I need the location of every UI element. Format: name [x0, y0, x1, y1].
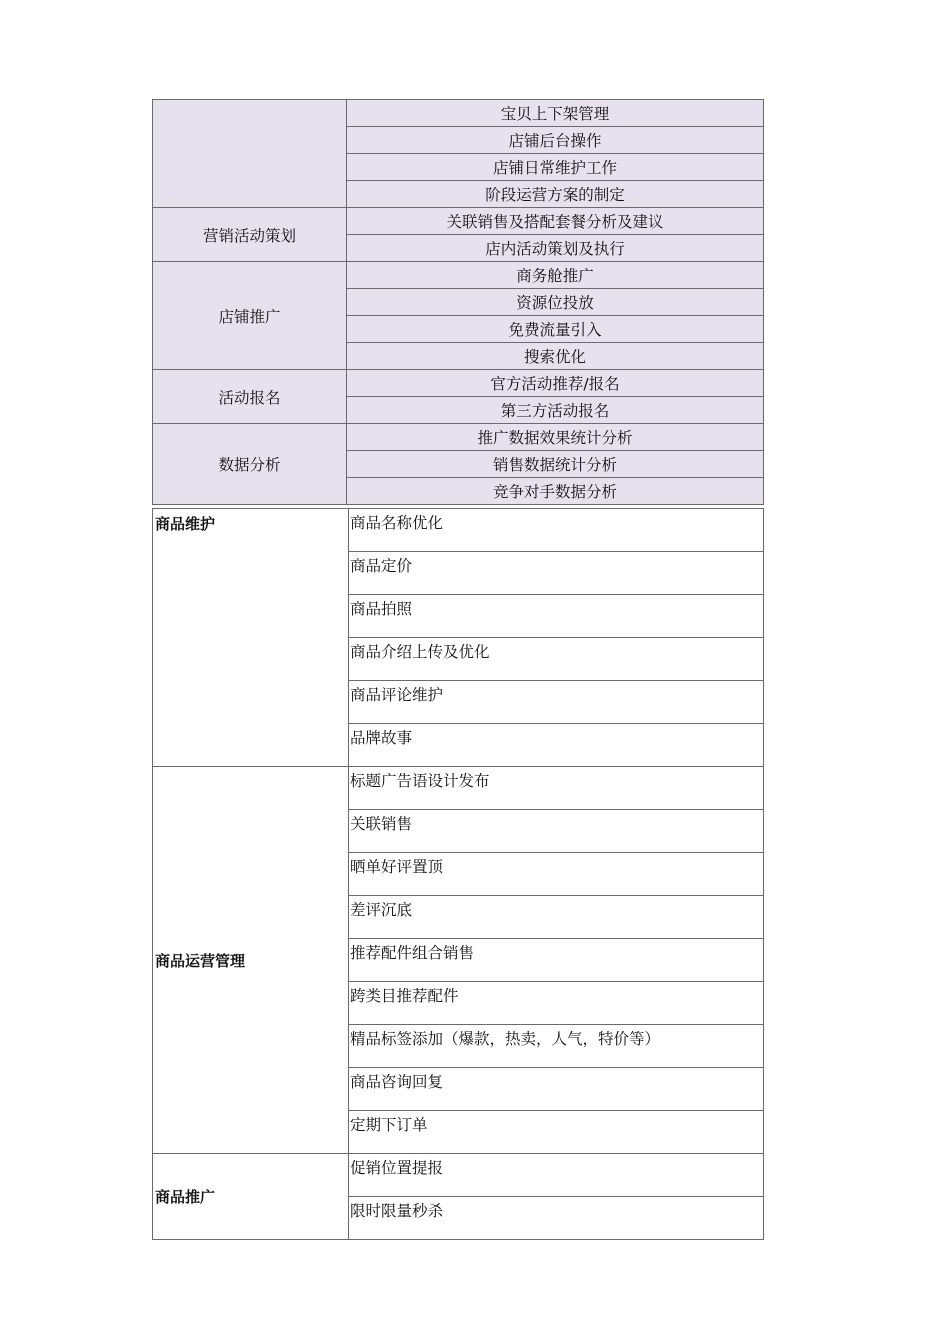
task-cell: 免费流量引入 [347, 316, 764, 343]
task-cell: 资源位投放 [347, 289, 764, 316]
category-cell: 营销活动策划 [153, 208, 347, 262]
category-cell: 商品推广 [153, 1154, 349, 1240]
task-cell: 促销位置提报 [349, 1154, 764, 1197]
task-cell: 品牌故事 [349, 724, 764, 767]
task-cell: 定期下订单 [349, 1111, 764, 1154]
task-cell: 店内活动策划及执行 [347, 235, 764, 262]
task-cell: 竞争对手数据分析 [347, 478, 764, 505]
task-cell: 商品拍照 [349, 595, 764, 638]
operations-table-bottom [152, 508, 764, 1240]
table-row [153, 424, 764, 451]
task-cell: 商品介绍上传及优化 [349, 638, 764, 681]
task-cell: 标题广告语设计发布 [349, 767, 764, 810]
category-cell: 店铺推广 [153, 262, 347, 370]
table-row [153, 767, 764, 810]
task-cell: 搜索优化 [347, 343, 764, 370]
task-cell: 店铺日常维护工作 [347, 154, 764, 181]
task-cell: 阶段运营方案的制定 [347, 181, 764, 208]
category-cell [153, 100, 347, 208]
category-cell: 数据分析 [153, 424, 347, 505]
task-cell: 商品名称优化 [349, 509, 764, 552]
task-cell: 关联销售 [349, 810, 764, 853]
task-cell: 第三方活动报名 [347, 397, 764, 424]
operations-table-top-body [153, 100, 764, 505]
task-cell: 宝贝上下架管理 [347, 100, 764, 127]
task-cell: 推荐配件组合销售 [349, 939, 764, 982]
task-cell: 商品评论维护 [349, 681, 764, 724]
task-cell: 商务舱推广 [347, 262, 764, 289]
task-cell: 店铺后台操作 [347, 127, 764, 154]
task-cell: 推广数据效果统计分析 [347, 424, 764, 451]
operations-table-top [152, 99, 764, 505]
task-cell: 商品定价 [349, 552, 764, 595]
category-cell: 商品运营管理 [153, 767, 349, 1154]
table-row [153, 208, 764, 235]
category-cell: 活动报名 [153, 370, 347, 424]
task-cell: 精品标签添加（爆款，热卖，人气，特价等） [349, 1025, 764, 1068]
category-cell: 商品维护 [153, 509, 349, 767]
table-row [153, 100, 764, 127]
task-cell: 销售数据统计分析 [347, 451, 764, 478]
table-row [153, 1154, 764, 1197]
task-cell: 限时限量秒杀 [349, 1197, 764, 1240]
operations-table-bottom-body [153, 509, 764, 1240]
task-cell: 商品咨询回复 [349, 1068, 764, 1111]
task-cell: 跨类目推荐配件 [349, 982, 764, 1025]
task-cell: 官方活动推荐/报名 [347, 370, 764, 397]
table-row [153, 370, 764, 397]
task-cell: 关联销售及搭配套餐分析及建议 [347, 208, 764, 235]
table-row [153, 509, 764, 552]
task-cell: 差评沉底 [349, 896, 764, 939]
task-cell: 晒单好评置顶 [349, 853, 764, 896]
table-row [153, 262, 764, 289]
